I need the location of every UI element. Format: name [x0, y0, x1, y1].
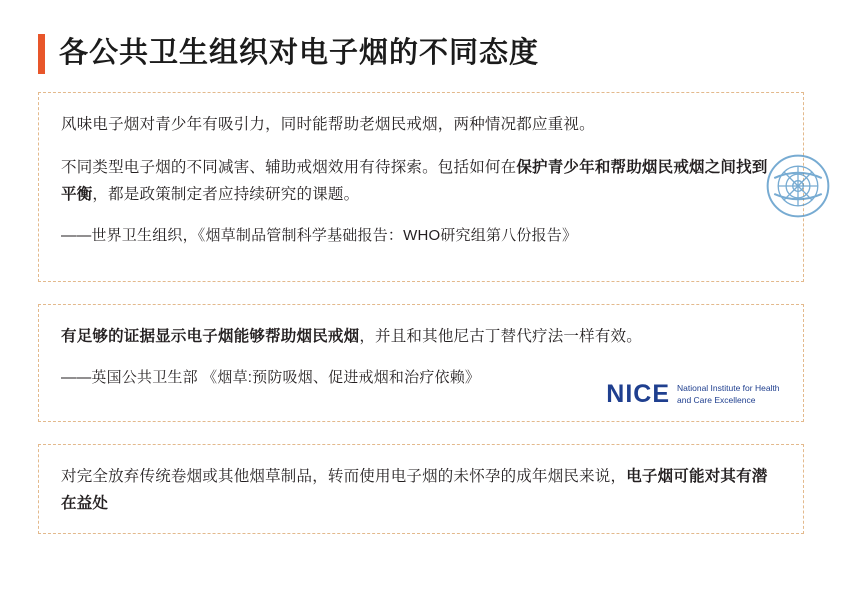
page-title	[38, 0, 804, 92]
quote-paragraph	[61, 463, 781, 517]
nice-logo-subtitle: National Institute for Health and Care Excellence	[677, 383, 780, 405]
quote-block-who	[38, 92, 804, 282]
un-emblem-icon	[765, 153, 831, 219]
quote-source: ——世界卫生组织，《烟草制品管制科学基础报告：WHO研究组第八份报告》	[61, 227, 578, 245]
quote-paragraph	[61, 154, 781, 208]
title-accent-bar	[38, 34, 45, 74]
nice-logo-icon	[606, 380, 787, 409]
quote-text-segment: ，并且和其他尼古丁替代疗法一样有效。	[359, 328, 642, 345]
quote-source: ——英国公共卫生部 《烟草:预防吸烟、促进戒烟和治疗依赖》	[61, 369, 481, 387]
page-title-text: 各公共卫生组织对电子烟的不同态度	[59, 37, 540, 70]
quote-text-segment: 风味电子烟对青少年有吸引力，同时能帮助老烟民戒烟，两种情况都应重视。	[61, 116, 595, 133]
quote-text-segment: 对完全放弃传统卷烟或其他烟草制品，转而使用电子烟的未怀孕的成年烟民来说，	[61, 468, 627, 485]
quote-text-segment-bold: 保护青少年和帮助烟民戒烟之间找到平衡	[61, 159, 768, 204]
quote-paragraph	[61, 323, 781, 350]
quote-text-segment-bold: 电子烟可能对其有潜在益处	[61, 468, 768, 513]
quote-text-segment: ，都是政策制定者应持续研究的课题。	[92, 186, 360, 204]
quote-block-nhs	[38, 444, 804, 534]
quote-paragraph	[61, 111, 781, 138]
quote-text-segment: 不同类型电子烟的不同减害、辅助戒烟效用有待探索。包括如何在	[61, 159, 517, 177]
nice-logo-word: NICE	[606, 380, 670, 408]
quote-block-phe	[38, 304, 804, 422]
quote-text-segment-bold: 有足够的证据显示电子烟能够帮助烟民戒烟	[61, 328, 360, 345]
